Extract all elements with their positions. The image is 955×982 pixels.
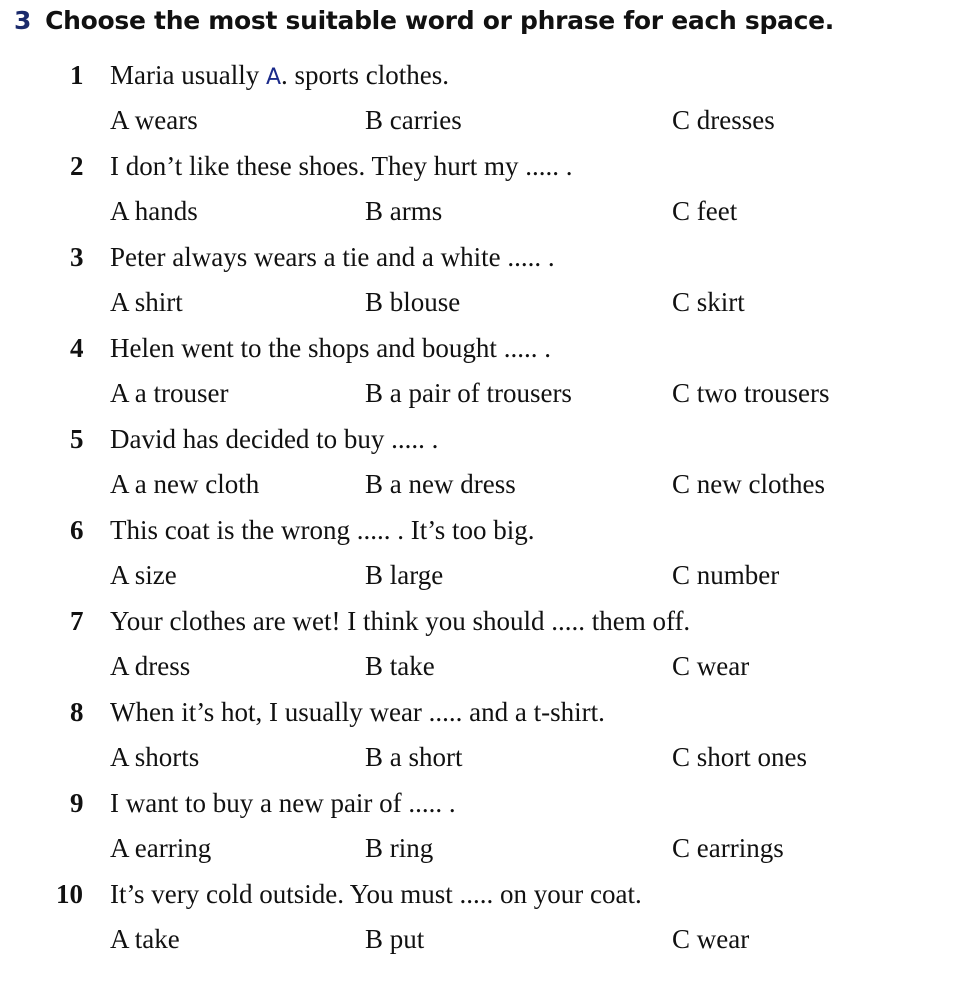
stem-after: . sports clothes. (281, 60, 450, 90)
question-9 (0, 788, 955, 879)
option-b[interactable]: B large (365, 560, 444, 590)
question-number: 9 (70, 788, 84, 818)
option-a[interactable]: A hands (110, 196, 198, 226)
stem-before: Maria usually (110, 60, 266, 90)
question-4 (0, 333, 955, 424)
question-stem: This coat is the wrong ..... . It’s too big. (110, 515, 535, 545)
question-number: 8 (70, 697, 84, 727)
option-b[interactable]: B arms (365, 196, 443, 226)
question-number: 7 (70, 606, 84, 636)
question-stem: It’s very cold outside. You must ..... on your coat. (110, 879, 642, 909)
question-stem: Peter always wears a tie and a white ..... . (110, 242, 555, 272)
exercise-number: 3 (14, 6, 32, 35)
question-2 (0, 151, 955, 242)
option-c[interactable]: C dresses (672, 105, 775, 135)
option-a[interactable]: A a trouser (110, 378, 229, 408)
question-number: 5 (70, 424, 84, 454)
question-stem: David has decided to buy ..... . (110, 424, 439, 454)
question-7 (0, 606, 955, 697)
question-6 (0, 515, 955, 606)
question-stem: Your clothes are wet! I think you should ..... them off. (110, 606, 691, 636)
question-8 (0, 697, 955, 788)
question-stem: When it’s hot, I usually wear ..... and a t-shirt. (110, 697, 605, 727)
question-number: 10 (56, 879, 83, 909)
option-a[interactable]: A shirt (110, 287, 183, 317)
option-a[interactable]: A wears (110, 105, 198, 135)
question-1 (0, 60, 955, 151)
option-b[interactable]: B a short (365, 742, 463, 772)
option-c[interactable]: C feet (672, 196, 738, 226)
option-a[interactable]: A size (110, 560, 177, 590)
question-stem: I want to buy a new pair of ..... . (110, 788, 456, 818)
option-c[interactable]: C two trousers (672, 378, 830, 408)
question-number: 1 (70, 60, 84, 90)
option-c[interactable]: C short ones (672, 742, 807, 772)
option-b[interactable]: B blouse (365, 287, 461, 317)
option-b[interactable]: B put (365, 924, 425, 954)
question-3 (0, 242, 955, 333)
handwritten-answer: A (265, 65, 282, 90)
option-c[interactable]: C earrings (672, 833, 784, 863)
option-a[interactable]: A dress (110, 651, 191, 681)
option-a[interactable]: A a new cloth (110, 469, 260, 499)
option-c[interactable]: C wear (672, 924, 750, 954)
option-b[interactable]: B ring (365, 833, 434, 863)
question-number: 6 (70, 515, 84, 545)
exercise-heading (14, 6, 834, 35)
option-b[interactable]: B carries (365, 105, 462, 135)
question-5 (0, 424, 955, 515)
option-a[interactable]: A shorts (110, 742, 200, 772)
question-stem: Helen went to the shops and bought ..... . (110, 333, 551, 363)
question-10 (0, 879, 955, 970)
option-b[interactable]: B a pair of trousers (365, 378, 572, 408)
option-c[interactable]: C wear (672, 651, 750, 681)
option-a[interactable]: A take (110, 924, 180, 954)
question-number: 3 (70, 242, 84, 272)
question-stem: I don’t like these shoes. They hurt my ..... . (110, 151, 573, 181)
option-c[interactable]: C number (672, 560, 780, 590)
option-b[interactable]: B take (365, 651, 435, 681)
option-a[interactable]: A earring (110, 833, 212, 863)
question-number: 4 (70, 333, 84, 363)
option-c[interactable]: C skirt (672, 287, 745, 317)
question-stem (110, 60, 449, 91)
option-b[interactable]: B a new dress (365, 469, 516, 499)
exercise-instruction: Choose the most suitable word or phrase for each space. (45, 6, 834, 35)
question-number: 2 (70, 151, 84, 181)
option-c[interactable]: C new clothes (672, 469, 825, 499)
